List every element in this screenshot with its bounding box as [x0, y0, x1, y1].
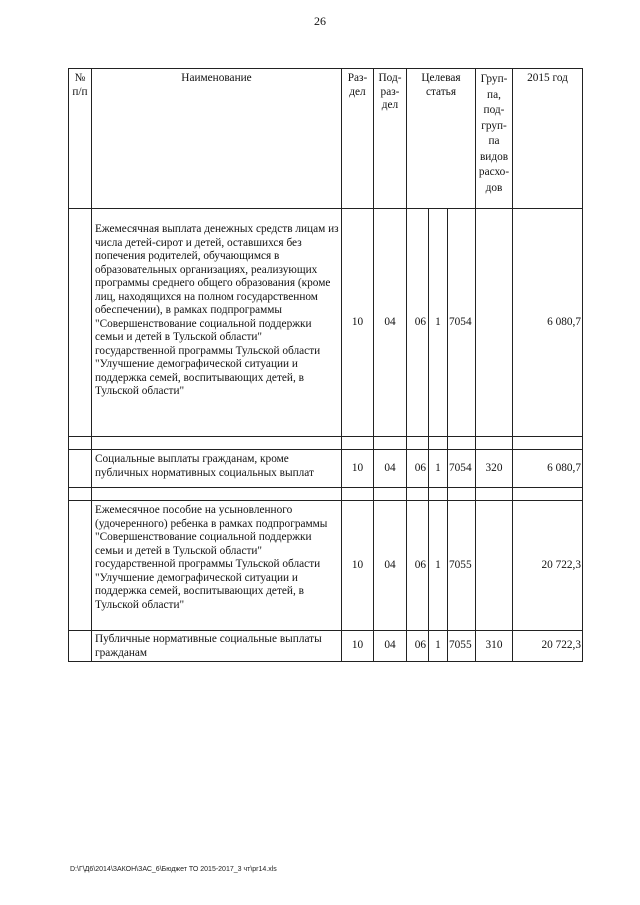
table-row [69, 631, 583, 662]
row-cs3: 7054 [448, 209, 476, 437]
row-name: Ежемесячное пособие на усыновленного (удочеренного) ребенка в рамках подпрограммы "Совершенствование социальной поддержки семьи и детей в Тульской области" государственной программы Тульской области "Улучшение демографической ситуации и поддержка семей, воспитывающих детей, в Тульской области" [92, 501, 342, 631]
header-name: Наименование [92, 69, 342, 209]
header-year: 2015 год [513, 69, 583, 209]
budget-table [68, 68, 583, 662]
row-amount: 6 080,7 [513, 450, 583, 488]
header-podrazdel: Под- раз- дел [374, 69, 407, 209]
row-cs2: 1 [429, 209, 448, 437]
row-razdel: 10 [342, 450, 374, 488]
row-num [69, 209, 92, 437]
table-row [69, 209, 583, 437]
table-row [69, 450, 583, 488]
row-num [69, 501, 92, 631]
row-podrazdel: 04 [374, 450, 407, 488]
row-group [476, 501, 513, 631]
row-cs2: 1 [429, 501, 448, 631]
row-group [476, 209, 513, 437]
separator-row [69, 437, 583, 450]
row-podrazdel: 04 [374, 631, 407, 662]
row-cs3: 7055 [448, 631, 476, 662]
table-header-row [69, 69, 583, 209]
row-group: 310 [476, 631, 513, 662]
file-path-footer: D:\Г\Д6\2014\ЗАКОН\ЗАС_6\Бюджет ТО 2015-2017_3 чт\pr14.xls [70, 866, 277, 873]
row-razdel: 10 [342, 631, 374, 662]
row-cs3: 7055 [448, 501, 476, 631]
header-razdel: Раз- дел [342, 69, 374, 209]
row-num [69, 631, 92, 662]
row-podrazdel: 04 [374, 209, 407, 437]
row-cs2: 1 [429, 631, 448, 662]
row-amount: 20 722,3 [513, 631, 583, 662]
separator-row [69, 488, 583, 501]
row-group: 320 [476, 450, 513, 488]
row-amount: 20 722,3 [513, 501, 583, 631]
table-row [69, 501, 583, 631]
header-target: Целевая статья [407, 69, 476, 209]
row-razdel: 10 [342, 501, 374, 631]
row-amount: 6 080,7 [513, 209, 583, 437]
row-num [69, 450, 92, 488]
row-cs1: 06 [407, 631, 429, 662]
header-num: № п/п [69, 69, 92, 209]
header-group: Груп- па, под- груп- па видов расхо- дов [476, 69, 513, 209]
row-cs1: 06 [407, 501, 429, 631]
row-cs3: 7054 [448, 450, 476, 488]
page-number: 26 [314, 14, 326, 28]
row-name: Публичные нормативные социальные выплаты гражданам [92, 631, 342, 662]
row-cs2: 1 [429, 450, 448, 488]
row-cs1: 06 [407, 209, 429, 437]
row-razdel: 10 [342, 209, 374, 437]
row-name: Социальные выплаты гражданам, кроме публичных нормативных социальных выплат [92, 450, 342, 488]
row-name: Ежемесячная выплата денежных средств лицам из числа детей-сирот и детей, оставшихся без попечения родителей, обучающимся в образовательных организациях, реализующих программы среднего общего образования (кроме лиц, находящихся на полном государственном обеспечении), в рамках подпрограммы "Совершенствование социальной поддержки семьи и детей в Тульской области" государственной программы Тульской области "Улучшение демографической ситуации и поддержка семей, воспитывающих детей, в Тульской области" [92, 209, 342, 437]
row-cs1: 06 [407, 450, 429, 488]
row-podrazdel: 04 [374, 501, 407, 631]
